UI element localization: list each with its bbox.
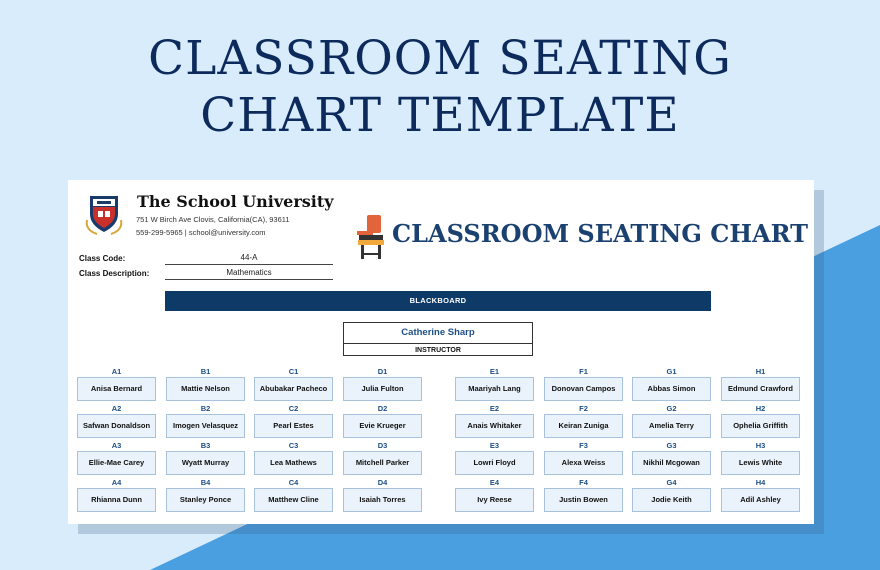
seat-student-name: Stanley Ponce <box>166 488 245 512</box>
seat-student-name: Edmund Crawford <box>721 377 800 401</box>
seat-id-label: H1 <box>755 367 766 376</box>
seat-id-label: F1 <box>579 367 588 376</box>
page-hero-title <box>0 30 880 144</box>
school-name: The School University <box>137 192 334 211</box>
seat-id-label: G3 <box>666 441 677 450</box>
school-desk-chair-icon <box>355 213 387 261</box>
seat-student-name: Jodie Keith <box>632 488 711 512</box>
class-description-label: Class Description: <box>79 269 150 278</box>
seat-student-name: Keiran Zuniga <box>544 414 623 438</box>
hero-title-line-1: CLASSROOM SEATING <box>148 31 732 86</box>
seat-id-label: D2 <box>377 404 388 413</box>
seat-id-label: G1 <box>666 367 677 376</box>
blackboard-bar: BLACKBOARD <box>165 291 711 311</box>
seat-student-name: Donovan Campos <box>544 377 623 401</box>
seat-id-label: F3 <box>579 441 588 450</box>
seat-id-label: C4 <box>288 478 299 487</box>
seat-student-name: Lewis White <box>721 451 800 475</box>
seat-id-label: C2 <box>288 404 299 413</box>
seat-id-label: E4 <box>489 478 500 487</box>
seat-student-name: Anais Whitaker <box>455 414 534 438</box>
seat-id-label: A1 <box>111 367 122 376</box>
seat-id-label: E2 <box>489 404 500 413</box>
shield-crest-icon <box>81 192 127 236</box>
seat-id-label: B1 <box>200 367 211 376</box>
seat-student-name: Ellie-Mae Carey <box>77 451 156 475</box>
instructor-name: Catherine Sharp <box>344 323 532 344</box>
seat-id-label: E1 <box>489 367 500 376</box>
seat-id-label: D1 <box>377 367 388 376</box>
seat-student-name: Rhianna Dunn <box>77 488 156 512</box>
seat-student-name: Anisa Bernard <box>77 377 156 401</box>
instructor-role-label: INSTRUCTOR <box>415 347 461 354</box>
seat-id-label: H3 <box>755 441 766 450</box>
seat-id-label: E3 <box>489 441 500 450</box>
seat-student-name: Lowri Floyd <box>455 451 534 475</box>
seat-id-label: B3 <box>200 441 211 450</box>
seat-id-label: F4 <box>579 478 588 487</box>
seat-student-name: Wyatt Murray <box>166 451 245 475</box>
seat-student-name: Matthew Cline <box>254 488 333 512</box>
seating-chart-sheet <box>68 180 814 524</box>
instructor-box <box>343 322 533 356</box>
class-code-label: Class Code: <box>79 254 126 263</box>
seat-id-label: C3 <box>288 441 299 450</box>
seat-id-label: A4 <box>111 478 122 487</box>
seat-student-name: Nikhil Mcgowan <box>632 451 711 475</box>
seat-id-label: G4 <box>666 478 677 487</box>
seat-student-name: Ophelia Griffith <box>721 414 800 438</box>
seat-id-label: H4 <box>755 478 766 487</box>
seat-student-name: Maariyah Lang <box>455 377 534 401</box>
seating-chart-title: CLASSROOM SEATING CHART <box>392 219 809 248</box>
seat-student-name: Justin Bowen <box>544 488 623 512</box>
hero-title-line-2: CHART TEMPLATE <box>200 88 680 143</box>
seat-student-name: Julia Fulton <box>343 377 422 401</box>
seat-student-name: Adil Ashley <box>721 488 800 512</box>
seat-student-name: Pearl Estes <box>254 414 333 438</box>
seat-student-name: Isaiah Torres <box>343 488 422 512</box>
seat-id-label: G2 <box>666 404 677 413</box>
seat-id-label: D4 <box>377 478 388 487</box>
class-description-value: Mathematics <box>165 268 333 280</box>
seat-id-label: A3 <box>111 441 122 450</box>
seat-id-label: D3 <box>377 441 388 450</box>
seat-student-name: Abubakar Pacheco <box>254 377 333 401</box>
seat-student-name: Mattie Nelson <box>166 377 245 401</box>
seat-id-label: C1 <box>288 367 299 376</box>
seat-student-name: Lea Mathews <box>254 451 333 475</box>
class-code-value: 44-A <box>165 253 333 265</box>
seat-student-name: Ivy Reese <box>455 488 534 512</box>
school-address: 751 W Birch Ave Clovis, California(CA), 93611 <box>136 215 290 224</box>
seat-id-label: F2 <box>579 404 588 413</box>
seat-student-name: Abbas Simon <box>632 377 711 401</box>
school-contact: 559-299-5965 | school@university.com <box>136 228 266 237</box>
seat-student-name: Evie Krueger <box>343 414 422 438</box>
seat-student-name: Imogen Velasquez <box>166 414 245 438</box>
seat-student-name: Alexa Weiss <box>544 451 623 475</box>
seat-id-label: B2 <box>200 404 211 413</box>
seat-id-label: B4 <box>200 478 211 487</box>
seat-student-name: Amelia Terry <box>632 414 711 438</box>
seat-id-label: A2 <box>111 404 122 413</box>
seat-student-name: Safwan Donaldson <box>77 414 156 438</box>
seat-student-name: Mitchell Parker <box>343 451 422 475</box>
seat-id-label: H2 <box>755 404 766 413</box>
